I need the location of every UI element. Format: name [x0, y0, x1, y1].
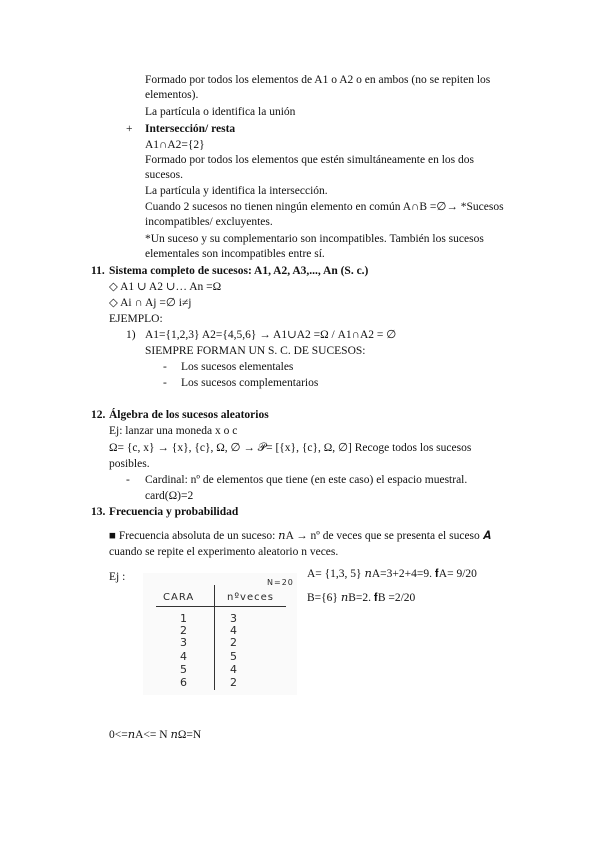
section-11-title: Sistema completo de sucesos: A1, A2, A3,..., An (S. c.)	[109, 265, 369, 277]
section-13-b-line: B={6} 𝑛B=2. 𝐟B =2/20	[307, 592, 416, 604]
section-12-title: Álgebra de los sucesos aleatorios	[109, 409, 269, 421]
section-12-line-5: card(Ω)=2	[145, 490, 194, 502]
cara-1: 1	[180, 612, 188, 625]
handwritten-n-label: N=20	[267, 578, 294, 587]
section-12-number: 12.	[91, 409, 106, 421]
section-13-ej: Ej :	[109, 571, 126, 583]
interseccion-title: Intersección/ resta	[145, 123, 236, 135]
section-12-line-2: Ω= {c, x} → {x}, {c}, Ω, ∅ → 𝒫= [{x}, {c}, Ω, ∅] Recoge todos los sucesos	[109, 442, 472, 454]
section-11-dash-2: -	[163, 377, 167, 389]
cara-3: 3	[180, 636, 188, 649]
section-13-number: 13.	[91, 506, 106, 518]
interseccion-line-3: sucesos.	[145, 169, 184, 181]
interseccion-line-6: incompatibles/ excluyentes.	[145, 216, 273, 228]
interseccion-line-1: A1∩A2={2}	[145, 139, 205, 151]
section-13-a-line: A= {1,3, 5} 𝑛A=3+2+4=9. 𝐟A= 9/20	[307, 568, 477, 580]
handwritten-header-rule	[156, 606, 286, 607]
interseccion-line-8: elementales son incompatibles entre sí.	[145, 248, 325, 260]
section-13-line-2: cuando se repite el experimento aleatorio n veces.	[109, 546, 339, 558]
veces-2: 4	[230, 624, 238, 637]
section-13-line-1: ■ Frecuencia absoluta de un suceso: 𝑛A → nº de veces que se presenta el suceso 𝑨	[109, 530, 491, 542]
veces-6: 2	[230, 676, 238, 689]
section-13-bottom-line: 0<=𝑛A<= N 𝑛Ω=N	[109, 729, 202, 741]
section-12-dash: -	[126, 474, 130, 486]
section-12-line-3: posibles.	[109, 458, 150, 470]
interseccion-line-5: Cuando 2 sucesos no tienen ningún elemento en común A∩B =∅→ *Sucesos	[145, 201, 504, 213]
veces-3: 2	[230, 636, 238, 649]
section-11-siempre: SIEMPRE FORMAN UN S. C. DE SUCESOS:	[145, 345, 366, 357]
section-11-sub-2: Los sucesos complementarios	[181, 377, 319, 389]
cara-4: 4	[180, 650, 188, 663]
section-11-dash-1: -	[163, 361, 167, 373]
union-text-line-3: La partícula o identifica la unión	[145, 106, 296, 118]
section-12-line-4: Cardinal: nº de elementos que tiene (en este caso) el espacio muestral.	[145, 474, 468, 486]
section-11-def-2: ◇ Ai ∩ Aj =∅ i≠j	[109, 297, 192, 309]
section-11-item: A1={1,2,3} A2={4,5,6} → A1∪A2 =Ω / A1∩A2 = ∅	[145, 329, 397, 341]
veces-4: 5	[230, 650, 238, 663]
interseccion-line-7: *Un suceso y su complementario son incompatibles. También los sucesos	[145, 233, 484, 245]
section-11-item-number: 1)	[126, 329, 136, 341]
handwritten-col-cara: CARA	[163, 592, 195, 603]
veces-1: 3	[230, 612, 238, 625]
cara-6: 6	[180, 676, 188, 689]
section-12-line-1: Ej: lanzar una moneda x o c	[109, 425, 238, 437]
interseccion-line-2: Formado por todos los elementos que estén simultáneamente en los dos	[145, 154, 474, 166]
handwritten-column-rule	[214, 585, 215, 690]
section-13-title: Frecuencia y probabilidad	[109, 506, 239, 518]
veces-5: 4	[230, 663, 238, 676]
interseccion-line-4: La partícula y identifica la intersección.	[145, 185, 328, 197]
cara-2: 2	[180, 624, 188, 637]
cara-5: 5	[180, 663, 188, 676]
section-11-number: 11.	[91, 265, 105, 277]
handwritten-col-veces: nºveces	[227, 592, 274, 603]
section-11-def-1: ◇ A1 ∪ A2 ∪… An =Ω	[109, 281, 222, 293]
section-11-sub-1: Los sucesos elementales	[181, 361, 294, 373]
section-11-ejemplo: EJEMPLO:	[109, 313, 163, 325]
union-text-line-2: elementos).	[145, 89, 199, 101]
union-text-line-1: Formado por todos los elementos de A1 o A2 o en ambos (no se repiten los	[145, 74, 491, 86]
plus-bullet: +	[126, 123, 133, 135]
